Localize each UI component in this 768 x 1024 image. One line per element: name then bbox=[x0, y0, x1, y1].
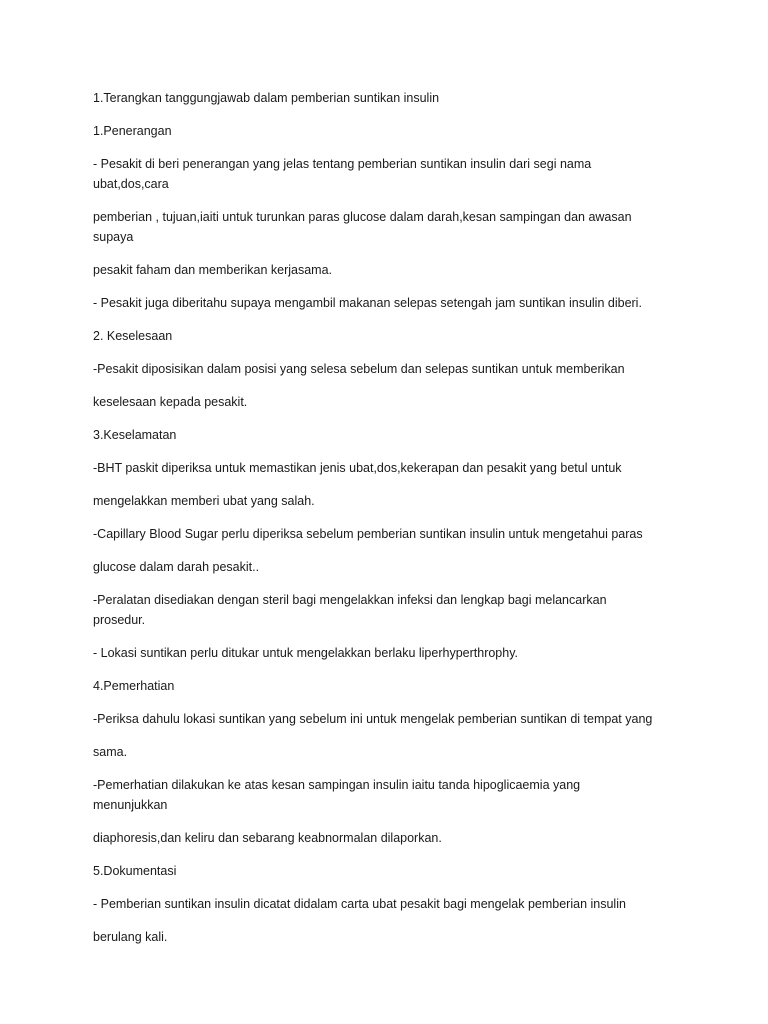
doc-line: glucose dalam darah pesakit.. bbox=[93, 560, 260, 574]
doc-line-question: 1.Terangkan tanggungjawab dalam pemberian suntikan insulin bbox=[93, 91, 440, 105]
doc-line-heading-pemerhatian: 4.Pemerhatian bbox=[93, 679, 175, 693]
doc-line: - Pesakit juga diberitahu supaya mengambil makanan selepas setengah jam suntikan insulin diberi. bbox=[93, 296, 642, 310]
doc-line: sama. bbox=[93, 745, 128, 759]
doc-line: keselesaan kepada pesakit. bbox=[93, 395, 248, 409]
doc-line: -Periksa dahulu lokasi suntikan yang sebelum ini untuk mengelak pemberian suntikan di tempat yang bbox=[93, 712, 653, 726]
doc-line: - Pesakit di beri penerangan yang jelas tentang pemberian suntikan insulin dari segi nama bbox=[93, 157, 592, 171]
doc-line-heading-dokumentasi: 5.Dokumentasi bbox=[93, 864, 177, 878]
doc-line: mengelakkan memberi ubat yang salah. bbox=[93, 494, 315, 508]
doc-line: menunjukkan bbox=[93, 798, 168, 812]
doc-line: prosedur. bbox=[93, 613, 146, 627]
doc-line-heading-keselesaan: 2. Keselesaan bbox=[93, 329, 173, 343]
doc-line: -Capillary Blood Sugar perlu diperiksa sebelum pemberian suntikan insulin untuk mengetahui paras bbox=[93, 527, 643, 541]
doc-line-heading-keselamatan: 3.Keselamatan bbox=[93, 428, 177, 442]
doc-line: -BHT paskit diperiksa untuk memastikan jenis ubat,dos,kekerapan dan pesakit yang betul untuk bbox=[93, 461, 622, 475]
doc-line: - Pemberian suntikan insulin dicatat didalam carta ubat pesakit bagi mengelak pemberian insulin bbox=[93, 897, 626, 911]
doc-line: pesakit faham dan memberikan kerjasama. bbox=[93, 263, 333, 277]
doc-line-heading-penerangan: 1.Penerangan bbox=[93, 124, 172, 138]
doc-line: -Pemerhatian dilakukan ke atas kesan sampingan insulin iaitu tanda hipoglicaemia yang bbox=[93, 778, 581, 792]
doc-line: - Lokasi suntikan perlu ditukar untuk mengelakkan berlaku liperhyperthrophy. bbox=[93, 646, 519, 660]
doc-line: -Peralatan disediakan dengan steril bagi mengelakkan infeksi dan lengkap bagi melancarkan bbox=[93, 593, 607, 607]
doc-line: pemberian , tujuan,iaiti untuk turunkan paras glucose dalam darah,kesan sampingan dan awasan bbox=[93, 210, 632, 224]
doc-line: -Pesakit diposisikan dalam posisi yang selesa sebelum dan selepas suntikan untuk memberikan bbox=[93, 362, 625, 376]
doc-line: diaphoresis,dan keliru dan sebarang keabnormalan dilaporkan. bbox=[93, 831, 442, 845]
doc-line: ubat,dos,cara bbox=[93, 177, 169, 191]
doc-line: supaya bbox=[93, 230, 134, 244]
doc-line: berulang kali. bbox=[93, 930, 168, 944]
